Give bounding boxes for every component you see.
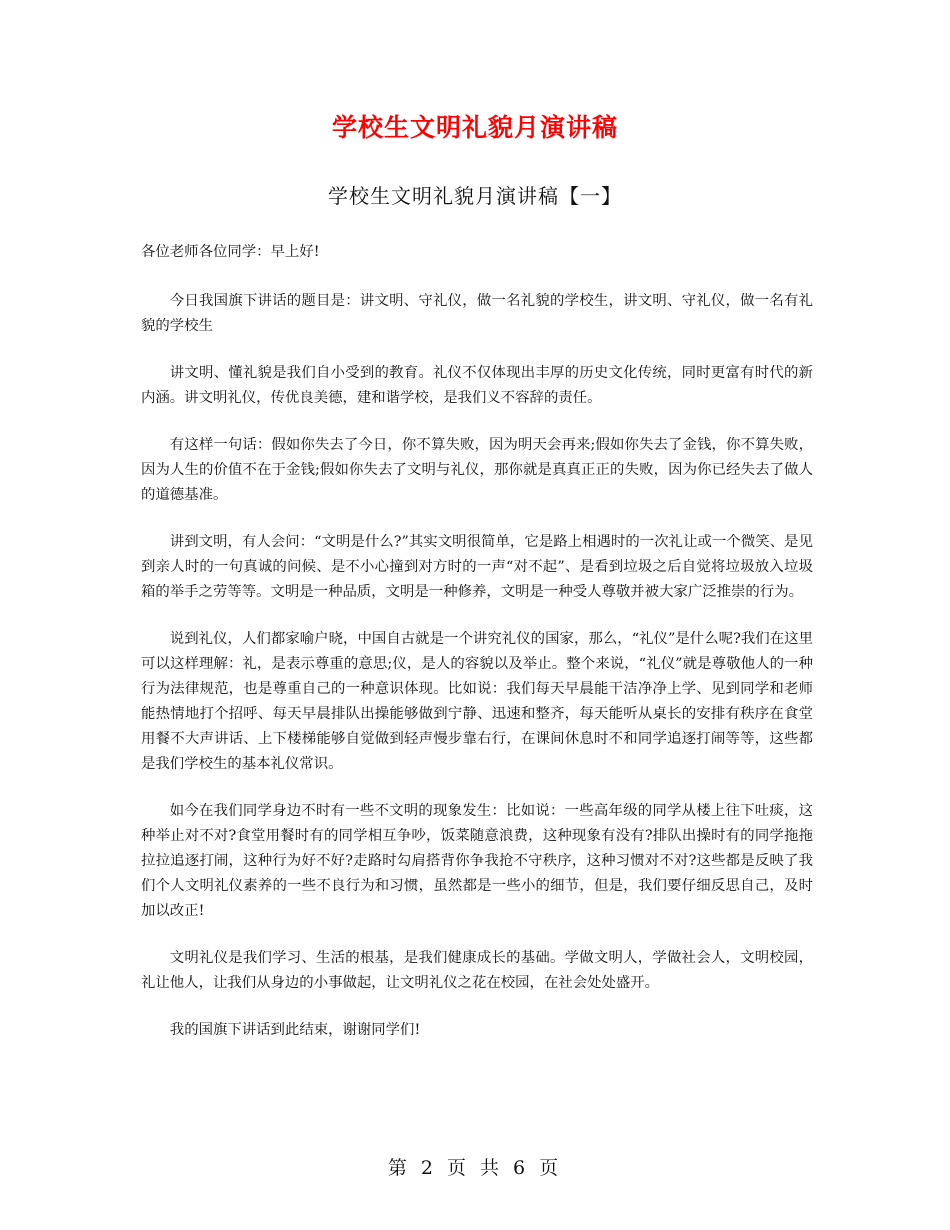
- section-title: 学校生文明礼貌月演讲稿【一】: [328, 184, 622, 208]
- document-title: 学校生文明礼貌月演讲稿: [331, 113, 618, 142]
- document-body: [141, 240, 813, 1065]
- body-paragraph: 讲文明、懂礼貌是我们自小受到的教育。礼仪不仅体现出丰厚的历史文化传统，同时更富有时代的新内涵。讲文明礼仪，传优良美德，建和谐学校，是我们义不容辞的责任。: [141, 365, 813, 406]
- body-paragraph: 有这样一句话：假如你失去了今日，你不算失败，因为明天会再来;假如你失去了金钱，你不算失败，因为人生的价值不在于金钱;假如你失去了文明与礼仪，那你就是真真正正的失败，因为你已经失去了做人的道德基准。: [141, 437, 813, 503]
- body-paragraph: 如今在我们同学身边不时有一些不文明的现象发生：比如说：一些高年级的同学从楼上往下吐痰，这种举止对不对?食堂用餐时有的同学相互争吵，饭菜随意浪费，这种现象有没有?排队出操时有的同学拖拖拉拉追逐打闹，这种行为好不好?走路时勾肩搭背你争我抢不守秩序，这种习惯对不对?这些都是反映了我们个人文明礼仪素养的一些不良行为和习惯，虽然都是一些小的细节，但是，我们要仔细反思自己，及时加以改正!: [141, 803, 813, 919]
- body-paragraph: 文明礼仪是我们学习、生活的根基，是我们健康成长的基础。学做文明人，学做社会人，文明校园，礼让他人，让我们从身边的小事做起，让文明礼仪之花在校园，在社会处处盛开。: [141, 950, 813, 991]
- body-paragraph: 我的国旗下讲话到此结束，谢谢同学们!: [169, 1022, 421, 1038]
- page-number-footer: 第 2 页 共 6 页: [387, 1157, 563, 1179]
- greeting-paragraph: 各位老师各位同学：早上好!: [141, 244, 320, 260]
- body-paragraph: 说到礼仪，人们都家喻户晓，中国自古就是一个讲究礼仪的国家，那么，“礼仪”是什么呢?我们在这里可以这样理解：礼，是表示尊重的意思;仪，是人的容貌以及举止。整个来说，“礼仪”就是尊敬他人的一种行为法律规范，也是尊重自己的一种意识体现。比如说：我们每天早晨能干洁净净上学、见到同学和老师能热情地打个招呼、每天早晨排队出操能够做到宁静、迅速和整齐，每天能听从桌长的安排有秩序在食堂用餐不大声讲话、上下楼梯能够自觉做到轻声慢步靠右行，在课间休息时不和同学追逐打闹等等，这些都是我们学校生的基本礼仪常识。: [141, 631, 813, 772]
- body-paragraph: 今日我国旗下讲话的题目是：讲文明、守礼仪，做一名礼貌的学校生，讲文明、守礼仪，做一名有礼貌的学校生: [141, 293, 813, 334]
- body-paragraph: 讲到文明，有人会问：“文明是什么?”其实文明很简单，它是路上相遇时的一次礼让或一个微笑、是见到亲人时的一句真诚的问候、是不小心撞到对方时的一声“对不起”、是看到垃圾之后自觉将垃圾放入垃圾箱的举手之劳等等。文明是一种品质，文明是一种修养，文明是一种受人尊敬并被大家广泛推崇的行为。: [141, 534, 813, 600]
